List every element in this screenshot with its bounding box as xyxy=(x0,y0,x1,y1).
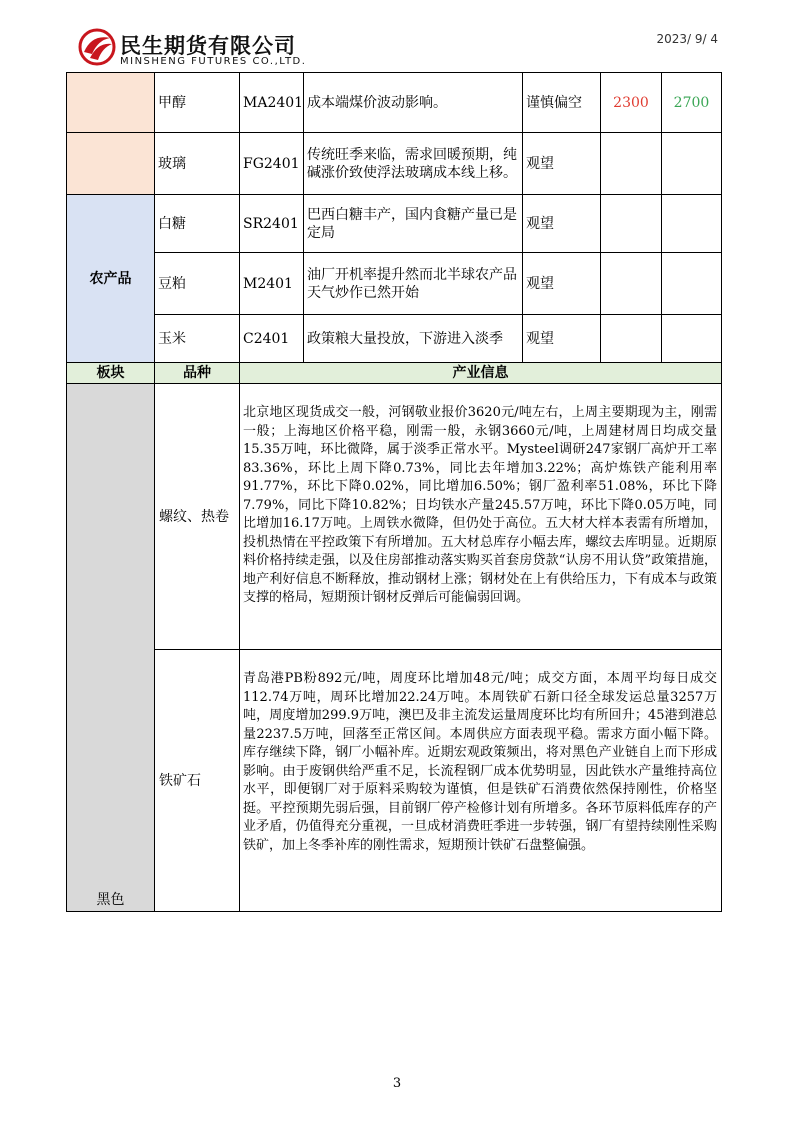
price-high xyxy=(662,133,722,195)
view-cell: 谨慎偏空 xyxy=(523,73,601,133)
variety-cell: 螺纹、热卷 xyxy=(155,384,240,650)
industry-table xyxy=(66,383,722,912)
price-high xyxy=(662,315,722,363)
view-cell: 观望 xyxy=(523,315,601,363)
industry-info-text: 北京地区现货成交一般，河钢敬业报价3620元/吨左右，上周主要期现为主，刚需一般；上海地区价格平稳，刚需一般，永钢3660元/吨，上周建材周日均成交量15.35万吨，环比微降，属于淡季正常水平。Mysteel调研247家钢厂高炉开工率83.36%，环比上周下降0.73%，同比去年增加3.22%；高炉炼铁产能利用率91.77%，环比下降0.02%，同比增加6.50%；钢厂盈利率51.08%，环比下降7.79%，同比下降10.82%；日均铁水产量245.57万吨，环比下降0.05万吨，同比增加16.17万吨。上周铁水微降，但仍处于高位。五大材大样本表需有所增加，投机热情在平控政策下有所增加。五大材总库存小幅去库，螺纹去库明显。近期原料价格持续走强，以及住房部推动落实购买首套房贷款“认房不用认贷”政策措施，地产利好信息不断释放，推动钢材上涨；钢材处在上有供给压力，下有成本与政策支撑的格局，短期预计钢材反弹后可能偏弱回调。 xyxy=(240,384,722,650)
table-row xyxy=(67,315,722,363)
contract-code: FG2401 xyxy=(240,133,304,195)
header-info: 产业信息 xyxy=(240,363,722,384)
view-cell: 观望 xyxy=(523,133,601,195)
view-cell: 观望 xyxy=(523,195,601,253)
contract-code: C2401 xyxy=(240,315,304,363)
variety-cell: 豆粕 xyxy=(155,253,240,315)
price-low xyxy=(601,315,662,363)
strategy-table xyxy=(66,72,722,384)
table-row xyxy=(67,384,722,650)
table-row xyxy=(67,133,722,195)
price-high xyxy=(662,195,722,253)
page-header xyxy=(78,26,718,72)
variety-cell: 玉米 xyxy=(155,315,240,363)
table-row xyxy=(67,195,722,253)
variety-cell: 白糖 xyxy=(155,195,240,253)
logic-text: 油厂开机率提升然而北半球农产品天气炒作已然开始 xyxy=(304,253,523,315)
sector-cell-chemical xyxy=(67,73,155,133)
price-low xyxy=(601,133,662,195)
price-low: 2300 xyxy=(601,73,662,133)
company-name-en: MINSHENG FUTURES CO.,LTD. xyxy=(120,56,307,67)
company-name-cn: 民生期货有限公司 xyxy=(120,34,296,58)
logic-text: 传统旺季来临，需求回暖预期，纯碱涨价致使浮法玻璃成本线上移。 xyxy=(304,133,523,195)
industry-info-text: 青岛港PB粉892元/吨，周度环比增加48元/吨；成交方面，本周平均每日成交112.74万吨，周环比增加22.24万吨。本周铁矿石新口径全球发运总量3257万吨，周度增加299.9万吨，澳巴及非主流发运量周度环比均有所回升；45港到港总量2237.5万吨，回落至正常区间。本周供应方面表现平稳。需求方面小幅下降。库存继续下降，钢厂小幅补库。近期宏观政策频出，将对黑色产业链自上而下形成影响。由于废钢供给严重不足，长流程钢厂成本优势明显，因此铁水产量维持高位水平，即便钢厂对于原料采购较为谨慎，但是铁矿石消费依然保持刚性，价格坚挺。平控预期先弱后强，目前钢厂停产检修计划有所增多。各环节原料低库存的产业矛盾，仍值得充分重视，一旦成材消费旺季进一步转强，钢厂有望持续刚性采购铁矿，加上冬季补库的刚性需求，短期预计铁矿石盘整偏强。 xyxy=(240,650,722,912)
price-high xyxy=(662,253,722,315)
table-row xyxy=(67,73,722,133)
sector-cell-chemical xyxy=(67,133,155,195)
contract-code: SR2401 xyxy=(240,195,304,253)
variety-cell: 铁矿石 xyxy=(155,650,240,912)
sector-black: 黑色 xyxy=(67,384,155,912)
sector-agri: 农产品 xyxy=(67,195,155,363)
header-sector: 板块 xyxy=(67,363,155,384)
minsheng-logo-icon xyxy=(78,28,116,66)
variety-cell: 甲醇 xyxy=(155,73,240,133)
page-number: 3 xyxy=(392,1076,402,1091)
variety-cell: 玻璃 xyxy=(155,133,240,195)
contract-code: MA2401 xyxy=(240,73,304,133)
contract-code: M2401 xyxy=(240,253,304,315)
header-variety: 品种 xyxy=(155,363,240,384)
table-row xyxy=(67,650,722,912)
logic-text: 成本端煤价波动影响。 xyxy=(304,73,523,133)
price-low xyxy=(601,195,662,253)
view-cell: 观望 xyxy=(523,253,601,315)
report-date: 2023/ 9/ 4 xyxy=(656,32,718,46)
price-high: 2700 xyxy=(662,73,722,133)
table-row xyxy=(67,253,722,315)
table-header-row xyxy=(67,363,722,384)
price-low xyxy=(601,253,662,315)
logic-text: 政策粮大量投放，下游进入淡季 xyxy=(304,315,523,363)
logic-text: 巴西白糖丰产，国内食糖产量已是定局 xyxy=(304,195,523,253)
